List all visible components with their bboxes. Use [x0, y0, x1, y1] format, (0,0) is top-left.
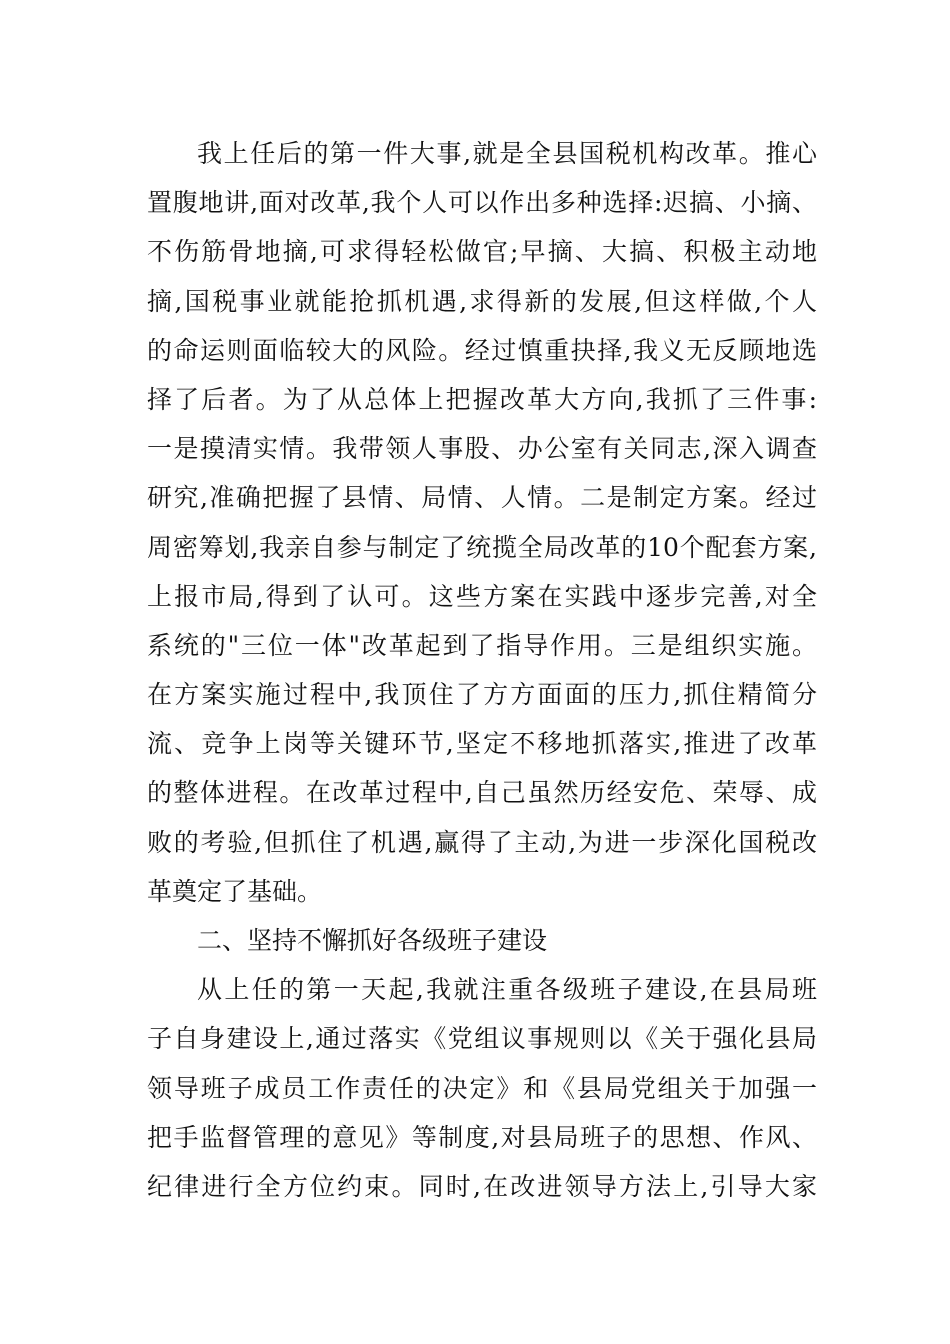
- paragraph-line: 系统的"三位一体"改革起到了指导作用。三是组织实施。: [147, 630, 817, 660]
- paragraph-line: 领导班子成员工作责任的决定》和《县局党组关于加强一: [147, 1073, 817, 1103]
- paragraph-line: 败的考验,但抓住了机遇,赢得了主动,为进一步深化国税改: [147, 827, 817, 857]
- document-body: [147, 129, 817, 1211]
- paragraph-line: 择了后者。为了从总体上把握改革大方向,我抓了三件事:: [147, 384, 817, 414]
- paragraph-line: 的整体进程。在改革过程中,自己虽然历经安危、荣辱、成: [147, 778, 817, 808]
- paragraph-line: 纪律进行全方位约束。同时,在改进领导方法上,引导大家: [147, 1171, 817, 1201]
- paragraph-line: 置腹地讲,面对改革,我个人可以作出多种选择:迟搞、小摘、: [147, 188, 817, 218]
- paragraph-line: 从上任的第一天起,我就注重各级班子建设,在县局班: [197, 975, 817, 1005]
- paragraph-line: 子自身建设上,通过落实《党组议事规则以《关于强化县局: [147, 1024, 817, 1054]
- paragraph-line: 流、竞争上岗等关键环节,坚定不移地抓落实,推进了改革: [147, 729, 817, 759]
- paragraph-line: 的命运则面临较大的风险。经过慎重抉择,我义无反顾地选: [147, 335, 817, 365]
- paragraph-line: 上报市局,得到了认可。这些方案在实践中逐步完善,对全: [147, 581, 817, 611]
- paragraph-line: 周密筹划,我亲自参与制定了统揽全局改革的10个配套方案,: [147, 532, 817, 562]
- paragraph-line: 一是摸清实情。我带领人事股、办公室有关同志,深入调查: [147, 434, 817, 464]
- paragraph-line: 革奠定了基础。: [147, 876, 323, 906]
- section-heading: 二、坚持不懈抓好各级班子建设: [197, 926, 548, 955]
- paragraph-line: 摘,国税事业就能抢抓机遇,求得新的发展,但这样做,个人: [147, 286, 817, 316]
- paragraph-line: 在方案实施过程中,我顶住了方方面面的压力,抓住精简分: [147, 680, 817, 710]
- paragraph-line: 我上任后的第一件大事,就是全县国税机构改革。推心: [197, 139, 817, 168]
- paragraph-line: 把手监督管理的意见》等制度,对县局班子的思想、作风、: [147, 1122, 817, 1152]
- paragraph-line: 不伤筋骨地摘,可求得轻松做官;早摘、大搞、积极主动地: [147, 237, 817, 267]
- paragraph-line: 研究,准确把握了县情、局情、人情。二是制定方案。经过: [147, 483, 817, 513]
